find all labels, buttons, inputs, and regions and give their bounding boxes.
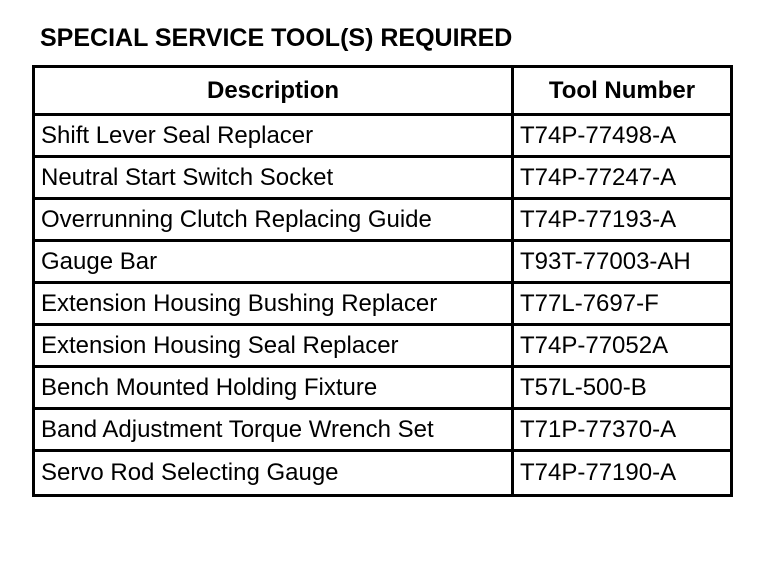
tool-description: Servo Rod Selecting Gauge	[35, 452, 514, 494]
tool-number: T93T-77003-AH	[514, 242, 730, 284]
tool-description: Extension Housing Seal Replacer	[35, 326, 514, 368]
table-row	[35, 200, 730, 242]
tool-description: Band Adjustment Torque Wrench Set	[35, 410, 514, 452]
tool-description: Extension Housing Bushing Replacer	[35, 284, 514, 326]
table-row	[35, 326, 730, 368]
table-row	[35, 410, 730, 452]
tool-number: T57L-500-B	[514, 368, 730, 410]
table-row	[35, 242, 730, 284]
tool-number: T74P-77193-A	[514, 200, 730, 242]
column-header-description: Description	[35, 68, 514, 116]
tool-number: T74P-77190-A	[520, 459, 677, 486]
table-row	[35, 158, 730, 200]
tool-description: Gauge Bar	[35, 242, 514, 284]
special-tools-table	[32, 65, 733, 497]
tool-description: Overrunning Clutch Replacing Guide	[35, 200, 514, 242]
tool-description: Neutral Start Switch Socket	[35, 158, 514, 200]
page-title: SPECIAL SERVICE TOOL(S) REQUIRED	[40, 24, 513, 52]
tool-number: T74P-77052A	[514, 326, 730, 368]
tool-number: T74P-77498-A	[514, 116, 730, 158]
table-row	[35, 284, 730, 326]
tool-number: T77L-7697-F	[514, 284, 730, 326]
tool-number: T71P-77370-A	[514, 410, 730, 452]
column-header-tool-number: Tool Number	[514, 68, 730, 116]
table-row	[35, 116, 730, 158]
tool-description: Shift Lever Seal Replacer	[35, 116, 514, 158]
tool-description: Bench Mounted Holding Fixture	[35, 368, 514, 410]
tool-number: T74P-77247-A	[514, 158, 730, 200]
table-row	[35, 368, 730, 410]
table-row	[35, 452, 730, 494]
table-header-row	[35, 68, 730, 116]
